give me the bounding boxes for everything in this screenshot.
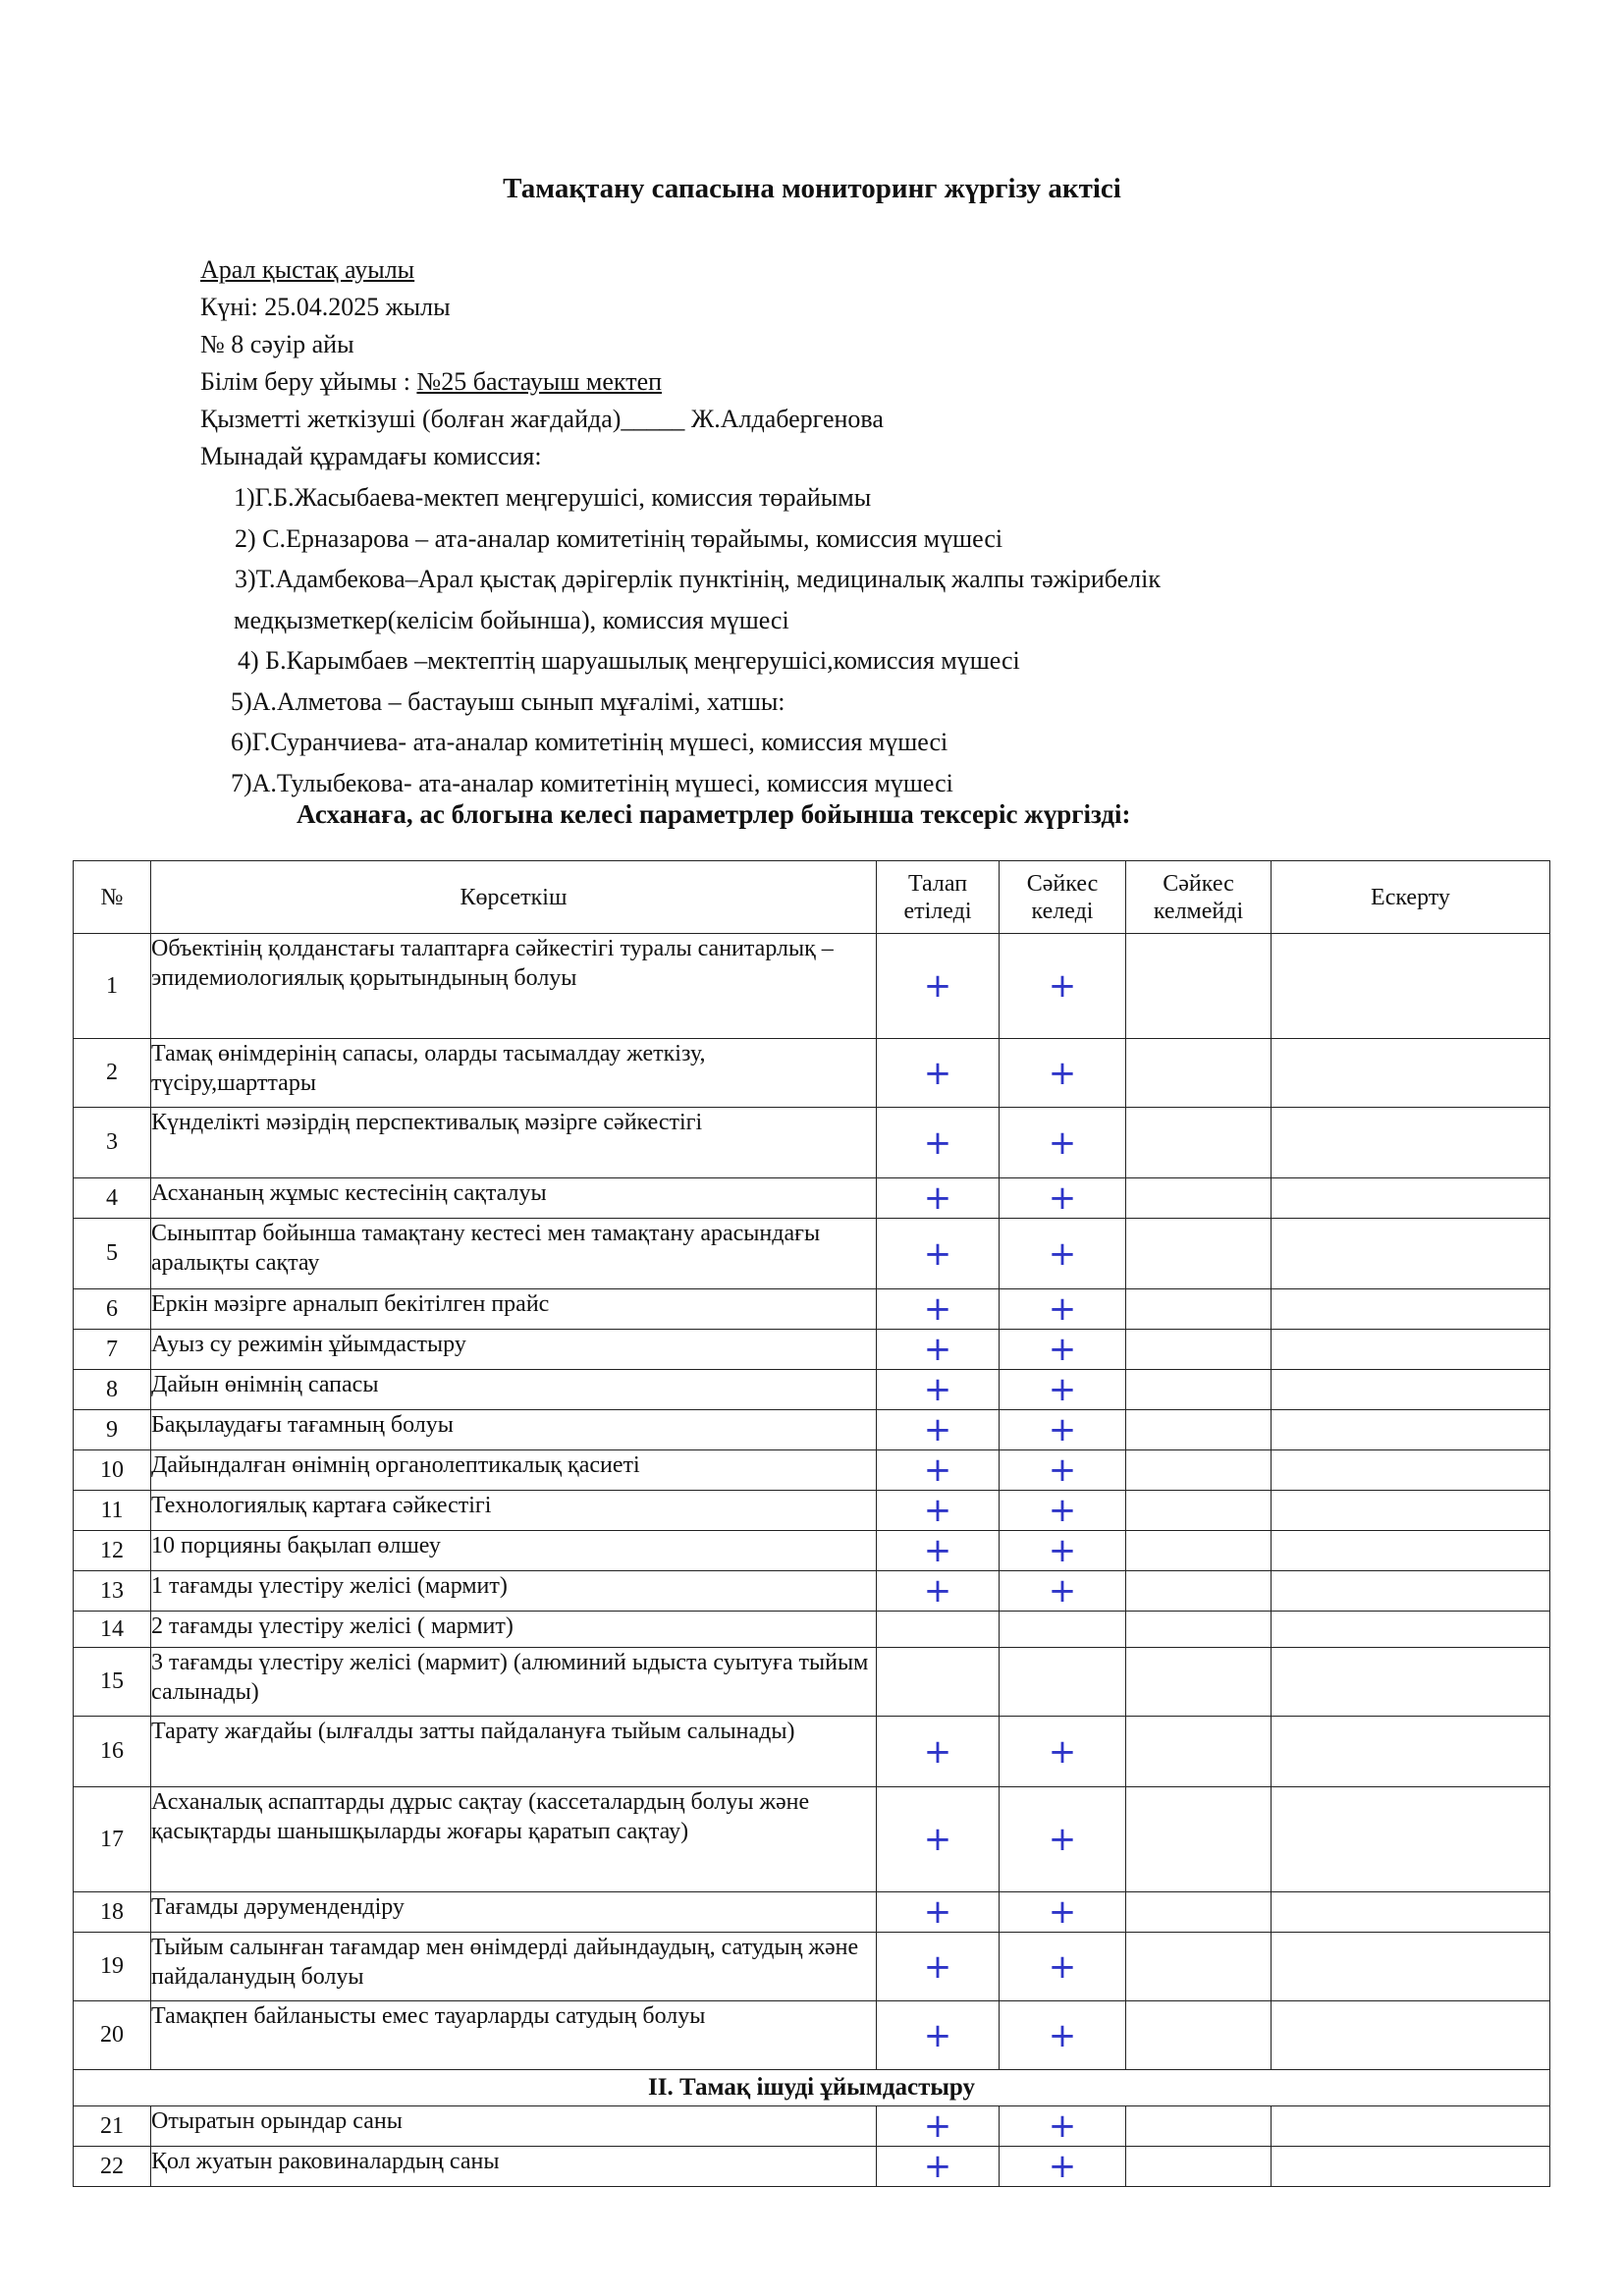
row-number-text: 19	[100, 1953, 124, 1979]
section-1-body	[74, 934, 1550, 2070]
table-row	[74, 1648, 1550, 1717]
row-note	[1272, 1491, 1550, 1531]
row-indicator-text: 10 порцияны бақылап өлшеу	[151, 1533, 441, 1558]
required-mark	[877, 1612, 1000, 1648]
compliant-mark	[1000, 1178, 1126, 1219]
compliant-mark	[1000, 1219, 1126, 1289]
noncompliant-mark	[1126, 1787, 1272, 1892]
compliant-mark	[1000, 1787, 1126, 1892]
header-required: Талап етіледі	[877, 861, 1000, 934]
required-mark	[877, 1330, 1000, 1370]
compliant-mark-text: +	[1048, 1892, 1077, 1932]
table-row	[74, 1933, 1550, 2001]
section-2-title: II. Тамақ ішуді ұйымдастыру	[74, 2070, 1550, 2106]
row-indicator	[151, 1648, 877, 1717]
row-number	[74, 1178, 151, 1219]
required-mark	[877, 1648, 1000, 1717]
row-note	[1272, 1571, 1550, 1612]
date-line: Күні: 25.04.2025 жылы	[200, 293, 451, 321]
compliant-mark-text: +	[1048, 2015, 1077, 2055]
row-note	[1272, 1108, 1550, 1178]
row-number	[74, 934, 151, 1039]
noncompliant-mark	[1126, 1178, 1272, 1219]
row-indicator	[151, 1289, 877, 1330]
header-indicator: Көрсеткіш	[151, 861, 877, 934]
row-number-text: 8	[106, 1376, 118, 1402]
row-number-text: 10	[100, 1456, 124, 1483]
row-number	[74, 1450, 151, 1491]
compliant-mark	[1000, 1410, 1126, 1450]
compliant-mark-text: +	[1048, 1122, 1077, 1163]
row-indicator	[151, 1717, 877, 1787]
row-indicator-text: Отыратын орындар саны	[151, 2108, 403, 2134]
row-indicator	[151, 1219, 877, 1289]
noncompliant-mark	[1126, 1330, 1272, 1370]
row-number	[74, 2106, 151, 2147]
required-mark	[877, 1289, 1000, 1330]
compliant-mark	[1000, 1717, 1126, 1787]
row-number	[74, 1892, 151, 1933]
row-number	[74, 1219, 151, 1289]
required-mark-text: +	[923, 1410, 952, 1449]
compliant-mark	[1000, 2106, 1126, 2147]
row-number-text: 22	[100, 2153, 124, 2179]
row-number	[74, 1410, 151, 1450]
row-note	[1272, 1531, 1550, 1571]
table-row	[74, 1531, 1550, 1571]
required-mark-text: +	[923, 1491, 952, 1530]
row-indicator	[151, 1370, 877, 1410]
compliant-mark-text: +	[1048, 1053, 1077, 1093]
required-mark	[877, 1491, 1000, 1531]
row-number-text: 13	[100, 1577, 124, 1604]
noncompliant-mark	[1126, 1450, 1272, 1491]
row-indicator	[151, 1531, 877, 1571]
row-indicator-text: Тамақпен байланысты емес тауарларды сатудың болуы	[151, 2003, 706, 2029]
row-number	[74, 1330, 151, 1370]
compliant-mark	[1000, 2001, 1126, 2070]
compliant-mark	[1000, 2147, 1126, 2187]
required-mark	[877, 934, 1000, 1039]
table-row	[74, 1787, 1550, 1892]
row-indicator-text: Қол жуатын раковиналардың саны	[151, 2149, 500, 2174]
required-mark-text: +	[923, 1330, 952, 1369]
required-mark-text: +	[923, 1892, 952, 1932]
row-indicator	[151, 1410, 877, 1450]
row-indicator	[151, 1330, 877, 1370]
compliant-mark-text: +	[1048, 2147, 1077, 2186]
row-indicator-text: Тыйым салынған тағамдар мен өнімдерді дайындаудың, сатудың және пайдаланудың болуы	[151, 1935, 859, 1990]
compliant-mark	[1000, 1491, 1126, 1531]
table-row	[74, 1178, 1550, 1219]
commission-member: 7)А.Тулыбекова- ата-аналар комитетінің мүшесі, комиссия мүшесі	[231, 768, 953, 797]
noncompliant-mark	[1126, 1219, 1272, 1289]
table-row	[74, 1370, 1550, 1410]
row-indicator	[151, 1039, 877, 1108]
required-mark-text: +	[923, 2106, 952, 2146]
table-row	[74, 1039, 1550, 1108]
row-note	[1272, 1648, 1550, 1717]
required-mark-text: +	[923, 1571, 952, 1611]
supplier-line: Қызметті жеткізуші (болған жағдайда)_____ Ж.Алдабергенова	[200, 405, 884, 433]
required-mark	[877, 1410, 1000, 1450]
row-number-text: 15	[100, 1668, 124, 1694]
row-note	[1272, 2001, 1550, 2070]
compliant-mark-text: +	[1048, 1946, 1077, 1987]
row-number	[74, 2147, 151, 2187]
required-mark-text: +	[923, 1370, 952, 1409]
row-note	[1272, 1178, 1550, 1219]
noncompliant-mark	[1126, 2147, 1272, 2187]
row-number-text: 7	[106, 1336, 118, 1362]
row-indicator-text: Бақылаудағы тағамның болуы	[151, 1412, 454, 1438]
row-indicator-text: Еркін мәзірге арналып бекітілген прайс	[151, 1291, 550, 1317]
required-mark-text: +	[923, 966, 952, 1006]
required-mark-text: +	[923, 1731, 952, 1772]
row-indicator-text: Күнделікті мәзірдің перспективалық мәзірге сәйкестігі	[151, 1110, 703, 1135]
row-note	[1272, 1219, 1550, 1289]
compliant-mark-text: +	[1048, 1233, 1077, 1274]
page-title: Тамақтану сапасына мониторинг жүргізу актісі	[503, 173, 1121, 204]
required-mark-text: +	[923, 1531, 952, 1570]
row-note	[1272, 1612, 1550, 1648]
table-header-row	[74, 861, 1550, 934]
required-mark-text: +	[923, 2147, 952, 2186]
compliant-mark	[1000, 1289, 1126, 1330]
compliant-mark-text: +	[1048, 2106, 1077, 2146]
required-mark-text: +	[923, 1450, 952, 1490]
row-indicator-text: Тағамды дәрумендендіру	[151, 1894, 405, 1920]
row-indicator	[151, 1450, 877, 1491]
compliant-mark-text: +	[1048, 1531, 1077, 1570]
table-row	[74, 1108, 1550, 1178]
commission-member: 6)Г.Суранчиева- ата-аналар комитетінің мүшесі, комиссия мүшесі	[231, 728, 948, 756]
compliant-mark-text: +	[1048, 1820, 1077, 1859]
row-indicator-text: Сыныптар бойынша тамақтану кестесі мен тамақтану арасындағы аралықты сақтау	[151, 1221, 821, 1276]
row-note	[1272, 934, 1550, 1039]
commission-member: 1)Г.Б.Жасыбаева-мектеп меңгерушісі, комиссия төрайымы	[234, 483, 872, 512]
row-note	[1272, 1787, 1550, 1892]
table-row	[74, 1410, 1550, 1450]
compliant-mark-text: +	[1048, 1289, 1077, 1329]
compliant-mark	[1000, 1612, 1126, 1648]
row-indicator-text: 2 тағамды үлестіру желісі ( мармит)	[151, 1613, 514, 1639]
noncompliant-mark	[1126, 1039, 1272, 1108]
row-number-text: 9	[106, 1416, 118, 1443]
required-mark	[877, 1717, 1000, 1787]
row-number	[74, 1289, 151, 1330]
commission-members	[231, 477, 1161, 803]
commission-member: 5)А.Алметова – бастауыш сынып мұғалімі, хатшы:	[231, 686, 785, 716]
required-mark	[877, 1933, 1000, 2001]
compliant-mark-text: +	[1048, 1178, 1077, 1218]
row-indicator	[151, 1787, 877, 1892]
row-number	[74, 1491, 151, 1531]
section-2-body	[74, 2106, 1550, 2187]
row-note	[1272, 1892, 1550, 1933]
row-number	[74, 2001, 151, 2070]
header-note: Ескерту	[1272, 861, 1550, 934]
required-mark-text: +	[923, 1820, 952, 1859]
compliant-mark	[1000, 1370, 1126, 1410]
row-indicator-text: 1 тағамды үлестіру желісі (мармит)	[151, 1573, 508, 1599]
required-mark	[877, 1531, 1000, 1571]
inspection-title: Асханаға, ас блогына келесі параметрлер бойынша тексеріс жүргізді:	[297, 799, 1131, 829]
required-mark	[877, 1370, 1000, 1410]
row-indicator-text: Объектінің қолданстағы талаптарға сәйкестігі туралы санитарлық – эпидемиологиялық қорытындының болуы	[151, 936, 834, 991]
row-indicator	[151, 2106, 877, 2147]
header-compliant: Сәйкес келеді	[1000, 861, 1126, 934]
required-mark-text: +	[923, 1233, 952, 1274]
table-row	[74, 1330, 1550, 1370]
row-indicator-text: Дайындалған өнімнің органолептикалық қасиеті	[151, 1452, 640, 1478]
table-row	[74, 1289, 1550, 1330]
noncompliant-mark	[1126, 1370, 1272, 1410]
required-mark	[877, 2106, 1000, 2147]
noncompliant-mark	[1126, 1531, 1272, 1571]
noncompliant-mark	[1126, 1571, 1272, 1612]
required-mark	[877, 2147, 1000, 2187]
row-indicator	[151, 1892, 877, 1933]
compliant-mark-text: +	[1048, 1370, 1077, 1409]
row-number-text: 20	[100, 2022, 124, 2048]
required-mark-text: +	[923, 1946, 952, 1987]
row-number	[74, 1648, 151, 1717]
compliant-mark-text: +	[1048, 966, 1077, 1006]
compliant-mark-text: +	[1048, 1450, 1077, 1490]
row-note	[1272, 1450, 1550, 1491]
row-number-text: 21	[100, 2112, 124, 2139]
table-row	[74, 2147, 1550, 2187]
required-mark-text: +	[923, 1122, 952, 1163]
compliant-mark	[1000, 1039, 1126, 1108]
table-row	[74, 1450, 1550, 1491]
required-mark	[877, 2001, 1000, 2070]
row-indicator	[151, 1178, 877, 1219]
noncompliant-mark	[1126, 1892, 1272, 1933]
row-number	[74, 1717, 151, 1787]
row-number-text: 14	[100, 1615, 124, 1642]
table-row	[74, 2001, 1550, 2070]
row-indicator-text: Асханалық аспаптарды дұрыс сақтау (кассеталардың болуы және қасықтарды шанышқыларды жоғары қаратып сақтау)	[151, 1789, 810, 1844]
table-row	[74, 2106, 1550, 2147]
required-mark	[877, 1787, 1000, 1892]
table-row	[74, 1219, 1550, 1289]
row-number	[74, 1933, 151, 2001]
row-note	[1272, 1370, 1550, 1410]
row-indicator-text: Технологиялық картаға сәйкестігі	[151, 1493, 492, 1518]
header-number: №	[74, 861, 151, 934]
compliant-mark	[1000, 1892, 1126, 1933]
number-line: № 8 сәуір айы	[200, 330, 354, 358]
row-number-text: 3	[106, 1129, 118, 1155]
compliant-mark-text: +	[1048, 1410, 1077, 1449]
required-mark	[877, 1219, 1000, 1289]
row-indicator-text: Тамақ өнімдерінің сапасы, оларды тасымалдау жеткізу, түсіру,шарттары	[151, 1041, 706, 1096]
compliant-mark-text: +	[1048, 1330, 1077, 1369]
row-number-text: 12	[100, 1537, 124, 1563]
noncompliant-mark	[1126, 1933, 1272, 2001]
compliant-mark	[1000, 1330, 1126, 1370]
row-number-text: 11	[100, 1497, 124, 1523]
noncompliant-mark	[1126, 2001, 1272, 2070]
row-note	[1272, 2147, 1550, 2187]
compliant-mark	[1000, 1933, 1126, 2001]
row-number	[74, 1531, 151, 1571]
table-row	[74, 1717, 1550, 1787]
row-number-text: 16	[100, 1738, 124, 1764]
inspection-table	[73, 860, 1550, 2187]
commission-member: 2) С.Ерназарова – ата-аналар комитетінің төрайымы, комиссия мүшесі	[235, 523, 1003, 553]
act-header	[200, 251, 884, 475]
compliant-mark	[1000, 1450, 1126, 1491]
compliant-mark-text: +	[1048, 1491, 1077, 1530]
noncompliant-mark	[1126, 2106, 1272, 2147]
required-mark	[877, 1450, 1000, 1491]
required-mark-text: +	[923, 2015, 952, 2055]
row-indicator	[151, 2001, 877, 2070]
noncompliant-mark	[1126, 1289, 1272, 1330]
row-number	[74, 1370, 151, 1410]
header-noncompliant: Сәйкес келмейді	[1126, 861, 1272, 934]
required-mark	[877, 1108, 1000, 1178]
row-number	[74, 1108, 151, 1178]
compliant-mark	[1000, 1571, 1126, 1612]
commission-intro: Мынадай құрамдағы комиссия:	[200, 442, 542, 470]
row-indicator-text: 3 тағамды үлестіру желісі (мармит) (алюминий ыдыста суытуға тыйым салынады)	[151, 1650, 869, 1705]
row-number	[74, 1612, 151, 1648]
required-mark	[877, 1178, 1000, 1219]
row-indicator-text: Ауыз су режимін ұйымдастыру	[151, 1332, 466, 1357]
row-number-text: 17	[100, 1826, 124, 1852]
row-number	[74, 1571, 151, 1612]
compliant-mark-text: +	[1048, 1571, 1077, 1611]
organization-line	[200, 363, 884, 401]
row-indicator	[151, 1571, 877, 1612]
required-mark	[877, 1039, 1000, 1108]
noncompliant-mark	[1126, 1491, 1272, 1531]
row-indicator	[151, 1491, 877, 1531]
noncompliant-mark	[1126, 1410, 1272, 1450]
compliant-mark-text: +	[1048, 1731, 1077, 1772]
row-indicator	[151, 1933, 877, 2001]
row-number	[74, 1787, 151, 1892]
row-note	[1272, 1039, 1550, 1108]
row-note	[1272, 1289, 1550, 1330]
row-number-text: 6	[106, 1295, 118, 1322]
compliant-mark	[1000, 1648, 1126, 1717]
row-number-text: 5	[106, 1240, 118, 1266]
required-mark	[877, 1571, 1000, 1612]
row-number-text: 2	[106, 1060, 118, 1085]
table-row	[74, 1491, 1550, 1531]
row-number-text: 1	[106, 972, 118, 999]
row-indicator-text: Тарату жағдайы (ылғалды затты пайдалануға тыйым салынады)	[151, 1719, 795, 1744]
row-indicator-text: Дайын өнімнің сапасы	[151, 1372, 379, 1397]
noncompliant-mark	[1126, 1717, 1272, 1787]
row-note	[1272, 1330, 1550, 1370]
table-row	[74, 1612, 1550, 1648]
organization-prefix: Білім беру ұйымы :	[200, 367, 417, 396]
row-indicator	[151, 2147, 877, 2187]
row-indicator	[151, 1108, 877, 1178]
commission-member: 3)Т.Адамбекова–Арал қыстақ дәрігерлік пунктінің, медициналық жалпы тәжірибелік	[235, 565, 1161, 593]
row-note	[1272, 1717, 1550, 1787]
row-number-text: 4	[106, 1184, 118, 1211]
row-number	[74, 1039, 151, 1108]
commission-member: 4) Б.Карымбаев –мектептің шаруашылық меңгерушісі,комиссия мүшесі	[238, 646, 1020, 675]
required-mark-text: +	[923, 1178, 952, 1218]
noncompliant-mark	[1126, 1108, 1272, 1178]
row-indicator	[151, 934, 877, 1039]
row-note	[1272, 1933, 1550, 2001]
village-name: Арал қыстақ ауылы	[200, 255, 415, 284]
commission-member-continued: медқызметкер(келісім бойынша), комиссия мүшесі	[234, 605, 789, 634]
organization-name: №25 бастауыш мектеп	[416, 367, 663, 396]
table-row	[74, 934, 1550, 1039]
row-indicator-text: Асхананың жұмыс кестесінің сақталуы	[151, 1180, 547, 1206]
row-indicator	[151, 1612, 877, 1648]
noncompliant-mark	[1126, 1612, 1272, 1648]
noncompliant-mark	[1126, 1648, 1272, 1717]
compliant-mark	[1000, 934, 1126, 1039]
compliant-mark	[1000, 1108, 1126, 1178]
table-row	[74, 1892, 1550, 1933]
compliant-mark	[1000, 1531, 1126, 1571]
noncompliant-mark	[1126, 934, 1272, 1039]
required-mark-text: +	[923, 1289, 952, 1329]
row-note	[1272, 1410, 1550, 1450]
section-2-row	[74, 2070, 1550, 2106]
required-mark-text: +	[923, 1053, 952, 1093]
row-number-text: 18	[100, 1898, 124, 1925]
table-row	[74, 1571, 1550, 1612]
required-mark	[877, 1892, 1000, 1933]
row-note	[1272, 2106, 1550, 2147]
